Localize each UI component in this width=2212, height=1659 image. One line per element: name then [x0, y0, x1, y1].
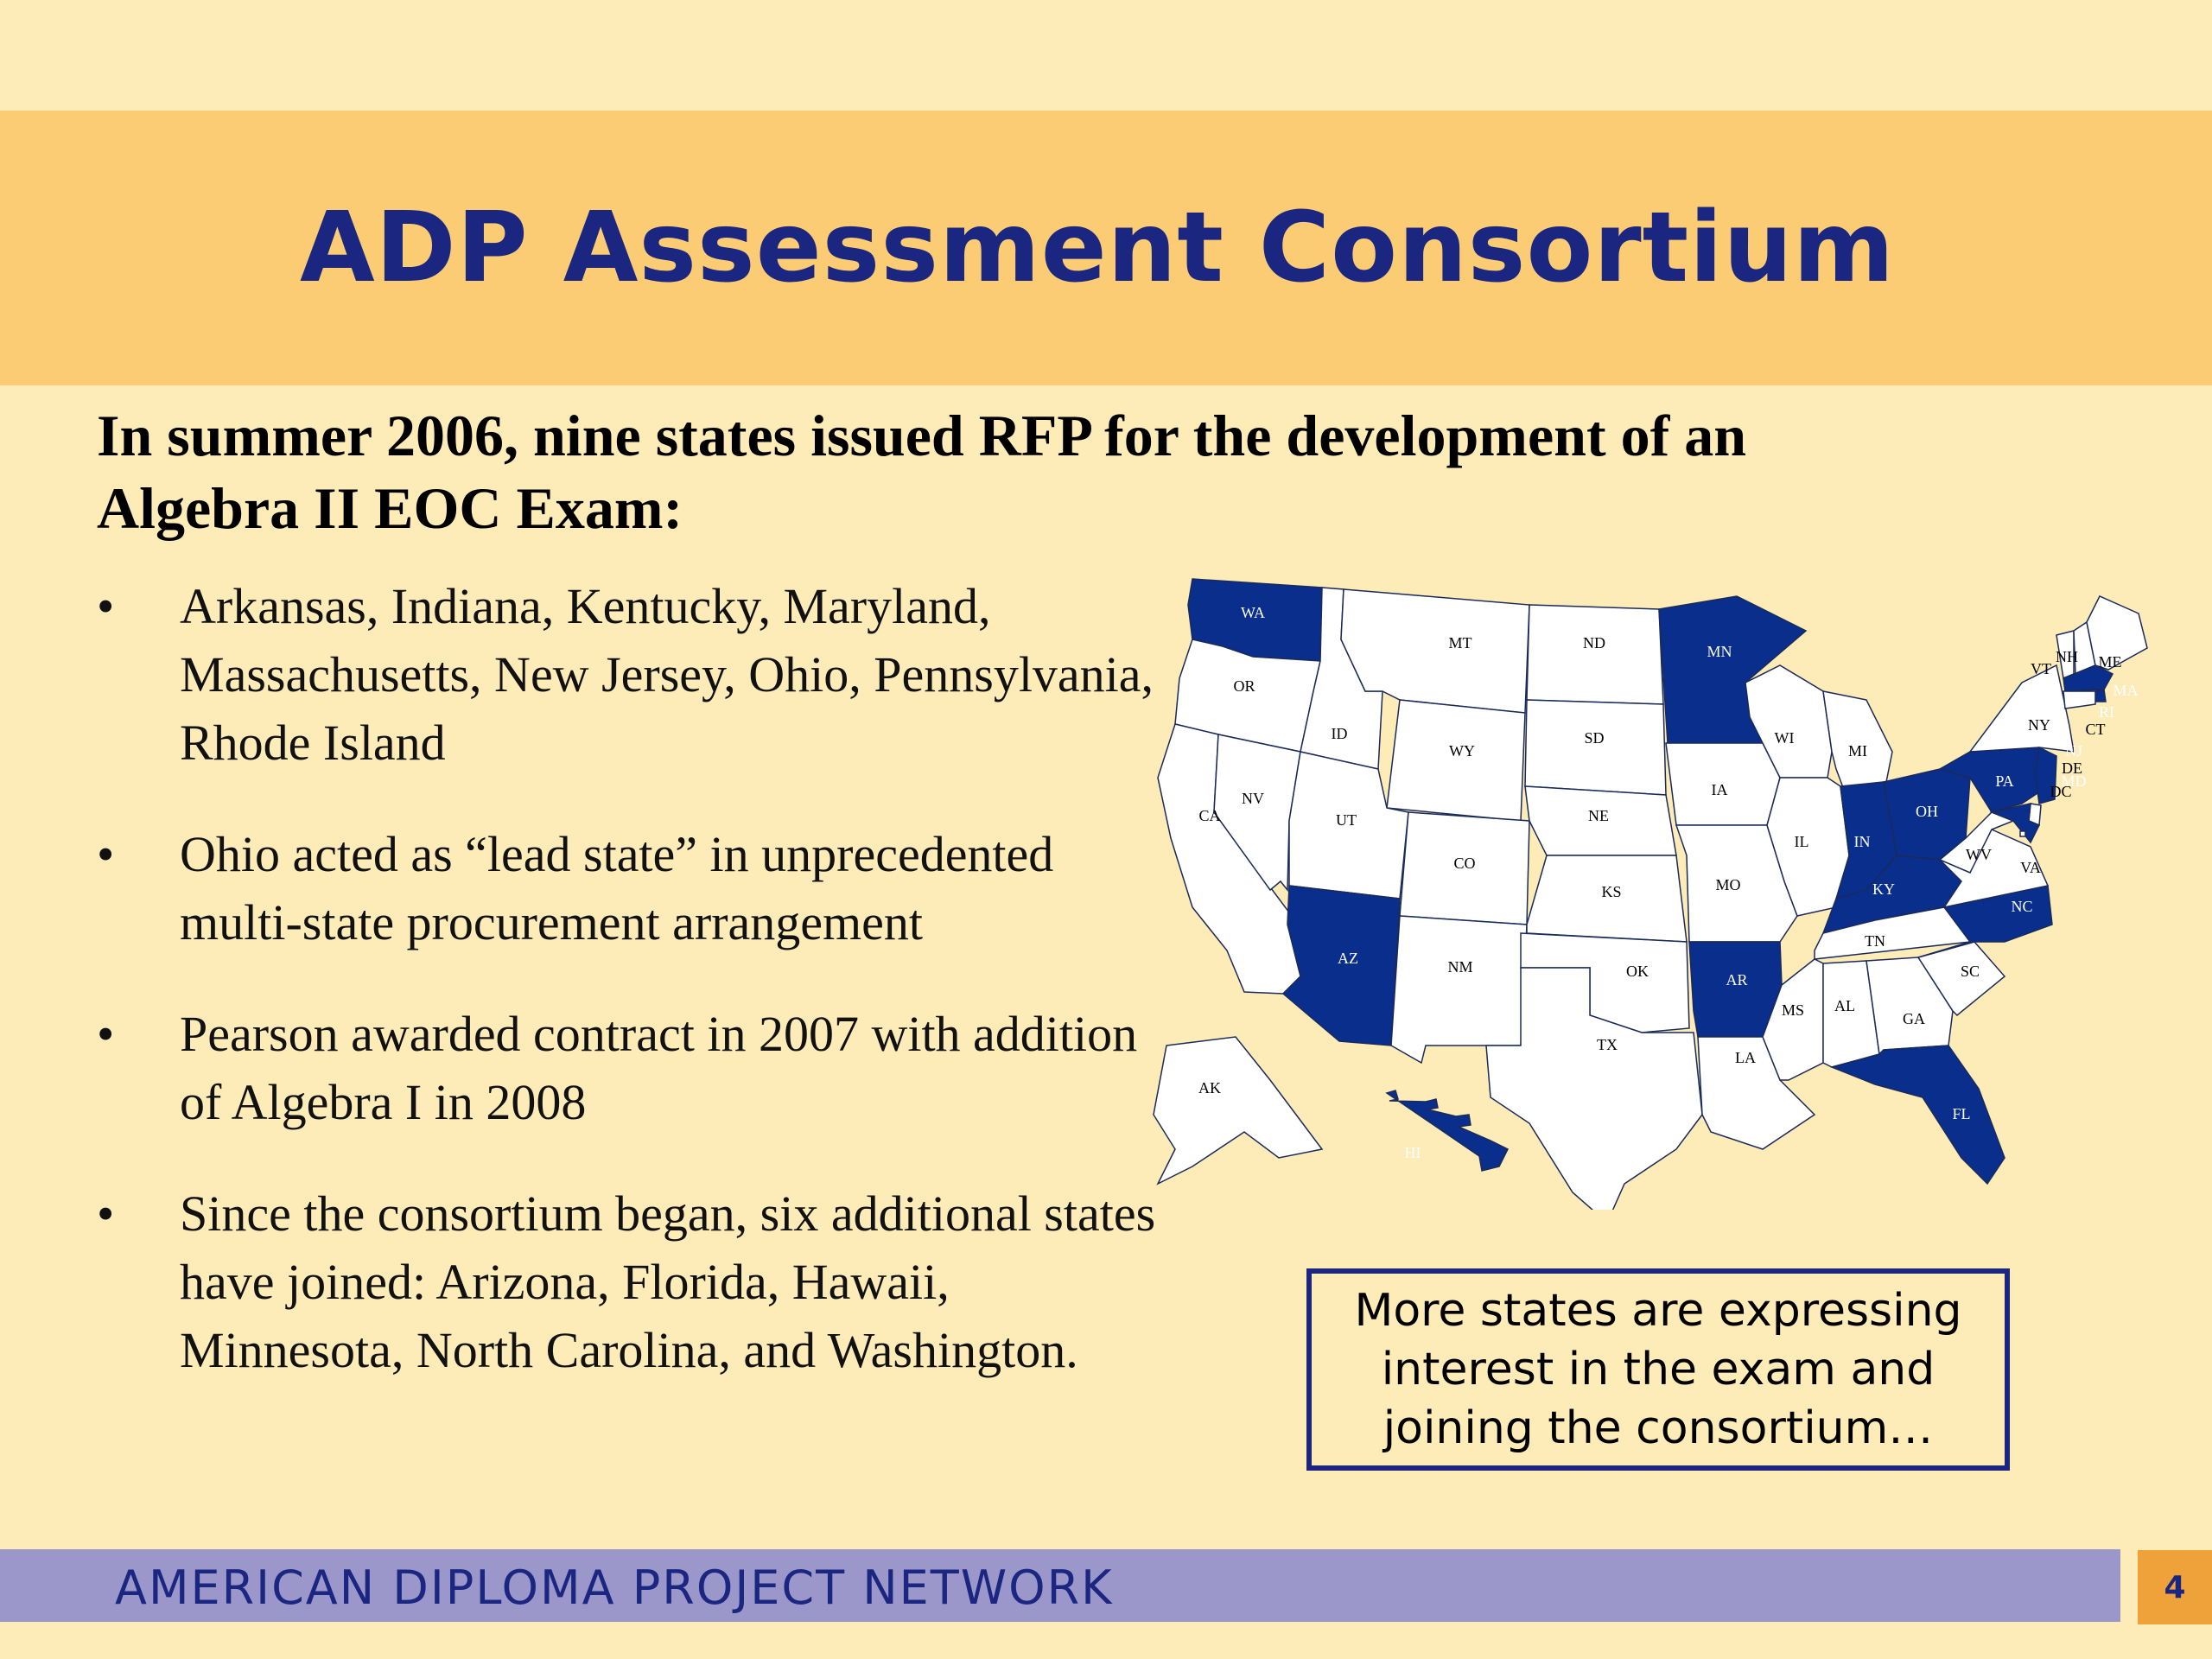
- state-label-ma: MA: [2113, 682, 2139, 699]
- state-label-dc: DC: [2050, 783, 2072, 800]
- state-label-al: AL: [1834, 997, 1855, 1014]
- state-label-nd: ND: [1583, 634, 1605, 652]
- state-label-mn: MN: [1707, 643, 1732, 660]
- state-label-wi: WI: [1774, 729, 1795, 747]
- state-label-la: LA: [1735, 1049, 1756, 1066]
- state-label-tn: TN: [1865, 932, 1885, 950]
- state-label-ca: CA: [1198, 807, 1221, 824]
- state-label-mt: MT: [1448, 634, 1472, 652]
- bullet-text: Since the consortium began, six additional states have joined: Arizona, Florida, Hawaii, Minnesota, North Carolina, and Washington.: [180, 1185, 1156, 1378]
- state-label-ks: KS: [1601, 883, 1622, 900]
- state-label-md: MD: [2061, 772, 2087, 790]
- title-band: [0, 111, 2212, 385]
- state-label-wy: WY: [1449, 742, 1475, 760]
- state-ak: [1154, 1037, 1322, 1184]
- state-label-pa: PA: [1995, 772, 2014, 790]
- state-label-ne: NE: [1588, 807, 1609, 824]
- us-map: [1141, 562, 2160, 1210]
- state-label-ak: AK: [1198, 1079, 1221, 1096]
- state-label-co: CO: [1453, 855, 1476, 872]
- state-label-oh: OH: [1916, 803, 1938, 820]
- state-ct: [2063, 691, 2095, 709]
- state-label-in: IN: [1853, 833, 1871, 850]
- state-label-mo: MO: [1715, 876, 1741, 893]
- state-label-az: AZ: [1338, 950, 1358, 967]
- state-label-ny: NY: [2028, 716, 2050, 734]
- state-label-ga: GA: [1903, 1010, 1925, 1027]
- state-label-sd: SD: [1584, 729, 1605, 747]
- state-label-hi: HI: [1404, 1144, 1421, 1161]
- state-label-wv: WV: [1966, 846, 1992, 863]
- state-label-nm: NM: [1447, 958, 1473, 976]
- state-label-id: ID: [1331, 725, 1348, 742]
- intro-text: In summer 2006, nine states issued RFP for the development of an Algebra II EOC Exam:: [97, 403, 1747, 541]
- state-label-il: IL: [1794, 833, 1809, 850]
- bullet-item: [97, 820, 1160, 957]
- bullet-item: [97, 572, 1160, 777]
- state-label-mi: MI: [1848, 742, 1867, 760]
- state-label-ut: UT: [1336, 811, 1357, 829]
- state-label-fl: FL: [1952, 1105, 1971, 1122]
- state-label-sc: SC: [1960, 963, 1980, 980]
- bullet-glyph: •: [97, 826, 115, 882]
- state-wy: [1387, 700, 1525, 821]
- state-label-ms: MS: [1781, 1001, 1805, 1019]
- state-label-de: DE: [2062, 760, 2082, 777]
- state-ny: [1970, 665, 2074, 752]
- state-label-ar: AR: [1726, 971, 1748, 988]
- bullet-item: [97, 1179, 1160, 1384]
- bullet-text: Pearson awarded contract in 2007 with addition of Algebra I in 2008: [180, 1006, 1138, 1130]
- state-label-me: ME: [2098, 653, 2122, 671]
- state-label-ct: CT: [2085, 721, 2106, 738]
- state-label-ia: IA: [1711, 781, 1728, 798]
- bullet-glyph: •: [97, 578, 115, 634]
- map-states: [1154, 579, 2147, 1210]
- state-label-ky: KY: [1872, 880, 1895, 898]
- slide-title: ADP Assessment Consortium: [299, 192, 1896, 304]
- footer-text: AMERICAN DIPLOMA PROJECT NETWORK: [115, 1560, 1114, 1615]
- state-ri: [2095, 690, 2106, 702]
- note-box: More states are expressing interest in the exam and joining the consortium…: [1306, 1268, 2010, 1471]
- state-label-wa: WA: [1241, 604, 1265, 621]
- bullet-glyph: •: [97, 1006, 115, 1062]
- state-nm: [1391, 916, 1527, 1063]
- state-label-nj: NJ: [2064, 742, 2083, 760]
- state-label-tx: TX: [1597, 1036, 1618, 1053]
- state-fl: [1832, 1046, 2005, 1184]
- bullet-text: Arkansas, Indiana, Kentucky, Maryland, Massachusetts, New Jersey, Ohio, Pennsylvania, Rhode Island: [180, 578, 1154, 771]
- state-label-nv: NV: [1242, 790, 1264, 807]
- state-label-nh: NH: [2056, 648, 2078, 665]
- state-label-vt: VT: [2031, 660, 2051, 677]
- page-number: 4: [2138, 1550, 2212, 1624]
- state-label-ok: OK: [1626, 963, 1649, 980]
- bullet-item: [97, 1000, 1160, 1136]
- state-label-ri: RI: [2099, 703, 2114, 721]
- us-map-svg: [1141, 562, 2160, 1210]
- state-dc: [2020, 831, 2025, 836]
- state-sd: [1525, 700, 1666, 795]
- bullet-list: [97, 572, 1160, 1427]
- state-label-nc: NC: [2011, 898, 2033, 915]
- state-label-va: VA: [2020, 859, 2041, 876]
- bullet-text: Ohio acted as “lead state” in unprecedented multi-state procurement arrangement: [180, 826, 1054, 950]
- bullet-glyph: •: [97, 1185, 115, 1242]
- state-label-or: OR: [1233, 677, 1255, 695]
- state-nd: [1527, 605, 1663, 704]
